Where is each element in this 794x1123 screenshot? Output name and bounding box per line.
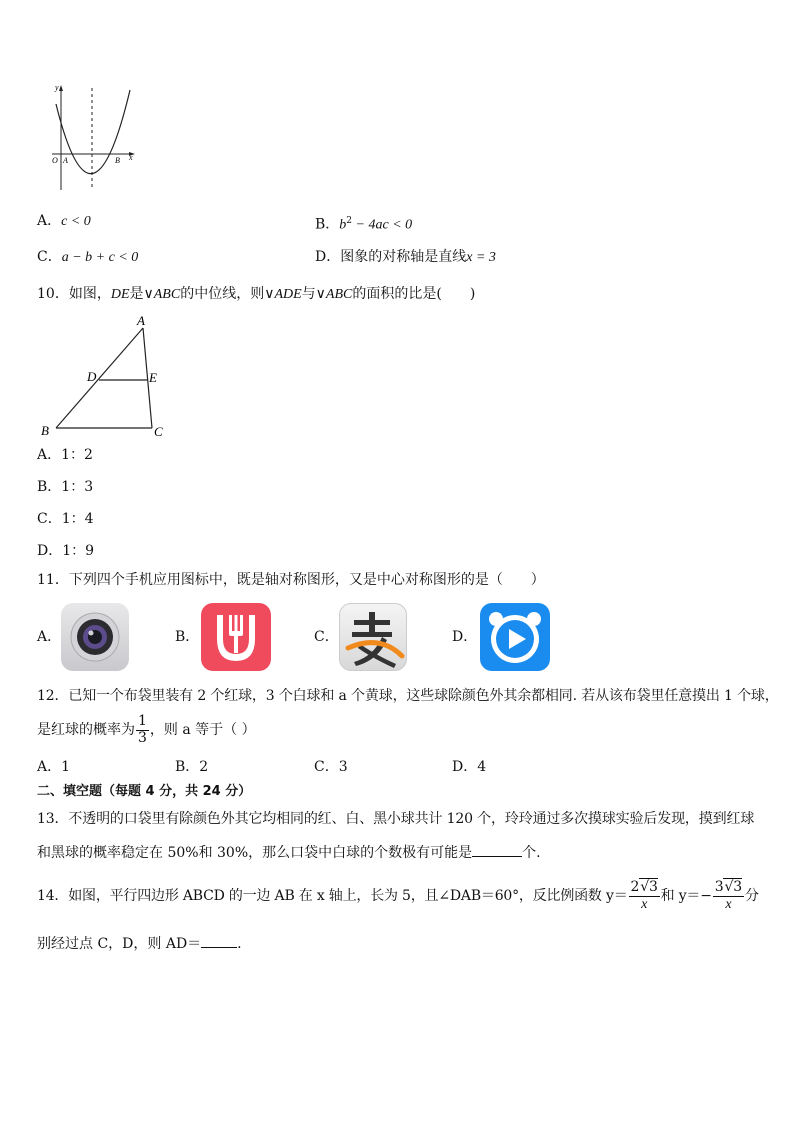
q12-stem-line1: 12．已知一个布袋里装有 2 个红球，3 个白球和 a 个黄球，这些球除颜色外其余都相同. 若从该布袋里任意摸出 1 个球， xyxy=(37,688,779,704)
q9-option-a: A．c < 0 xyxy=(37,213,91,229)
q12-option-c: C．3 xyxy=(314,759,348,775)
q13-line1: 13．不透明的口袋里有除颜色外其它均相同的红、白、黑小球共计 120 个，玲玲通过多次摸球实验后发现，摸到红球 xyxy=(37,811,755,827)
q11-stem: 11．下列四个手机应用图标中，既是轴对称图形，又是中心对称图形的是（ ） xyxy=(37,572,545,588)
q10-option-d: D．1：9 xyxy=(37,543,95,559)
q11-label-b: B． xyxy=(175,629,200,645)
graph-x-label: x xyxy=(129,153,133,162)
q9-option-c: C．a − b + c < 0 xyxy=(37,249,139,265)
triangle-label-b: B xyxy=(41,423,49,438)
q11-label-d: D． xyxy=(452,629,478,645)
q12-stem-line2: 是红球的概率为 $\frac{1}{3}$ ，则 a 等于（ ） xyxy=(37,713,256,746)
parabola-graph xyxy=(44,82,144,194)
q9-option-d: D．图象的对称轴是直线x = 3 xyxy=(315,249,496,265)
fork-icon xyxy=(201,603,271,671)
triangle-diagram xyxy=(36,314,176,440)
q11-label-c: C． xyxy=(314,629,339,645)
q11-label-a: A． xyxy=(37,629,62,645)
graph-b-label: B xyxy=(115,156,120,165)
q14-answer-blank[interactable] xyxy=(201,933,237,948)
q10-option-b: B．1：3 xyxy=(37,479,94,495)
q12-option-a: A．1 xyxy=(37,759,71,775)
graph-a-label: A xyxy=(63,156,68,165)
section-title: 二、填空题（每题 4 分，共 24 分） xyxy=(37,784,252,799)
q13-line2: 和黑球的概率稳定在 50%和 30%，那么口袋中白球的个数极有可能是 个. xyxy=(37,842,541,863)
play-icon xyxy=(480,603,550,671)
q14-fraction-1: $\frac{2√3}{x}$ xyxy=(630,879,658,912)
triangle-label-a: A xyxy=(137,314,145,328)
graph-y-label: y xyxy=(55,83,59,92)
triangle-label-e: E xyxy=(149,370,157,385)
alipay-icon xyxy=(339,603,407,671)
q9-option-b: B．$b^2 - 4ac < 0$ xyxy=(315,216,413,233)
q14-line1: 14．如图，平行四边形 ABCD 的一边 AB 在 x 轴上，长为 5，且∠DAB＝60°，反比例函数 y＝ $\frac{2√3}{x}$ 和 y＝− $\frac{3√3}{x}$ 分 xyxy=(37,879,759,912)
camera-icon xyxy=(61,603,129,671)
q14-line2: 别经过点 C，D，则 AD＝ . xyxy=(37,933,242,954)
sqrt-symbol: √3 xyxy=(724,879,742,896)
q12-fraction: $\frac{1}{3}$ xyxy=(138,713,147,746)
graph-origin-label: O xyxy=(52,156,58,165)
triangle-label-c: C xyxy=(154,424,163,439)
q10-option-c: C．1：4 xyxy=(37,511,94,527)
sqrt-symbol: √3 xyxy=(640,879,658,896)
q12-option-b: B．2 xyxy=(175,759,209,775)
triangle-label-d: D xyxy=(87,369,97,384)
q12-option-d: D．4 xyxy=(452,759,487,775)
q10-stem: 10．如图，DE是∨ABC的中位线，则∨ADE与∨ABC的面积的比是( ) xyxy=(37,286,476,302)
q10-option-a: A．1：2 xyxy=(37,447,93,463)
q14-fraction-2: $\frac{3√3}{x}$ xyxy=(714,879,742,912)
q13-answer-blank[interactable] xyxy=(472,842,522,857)
